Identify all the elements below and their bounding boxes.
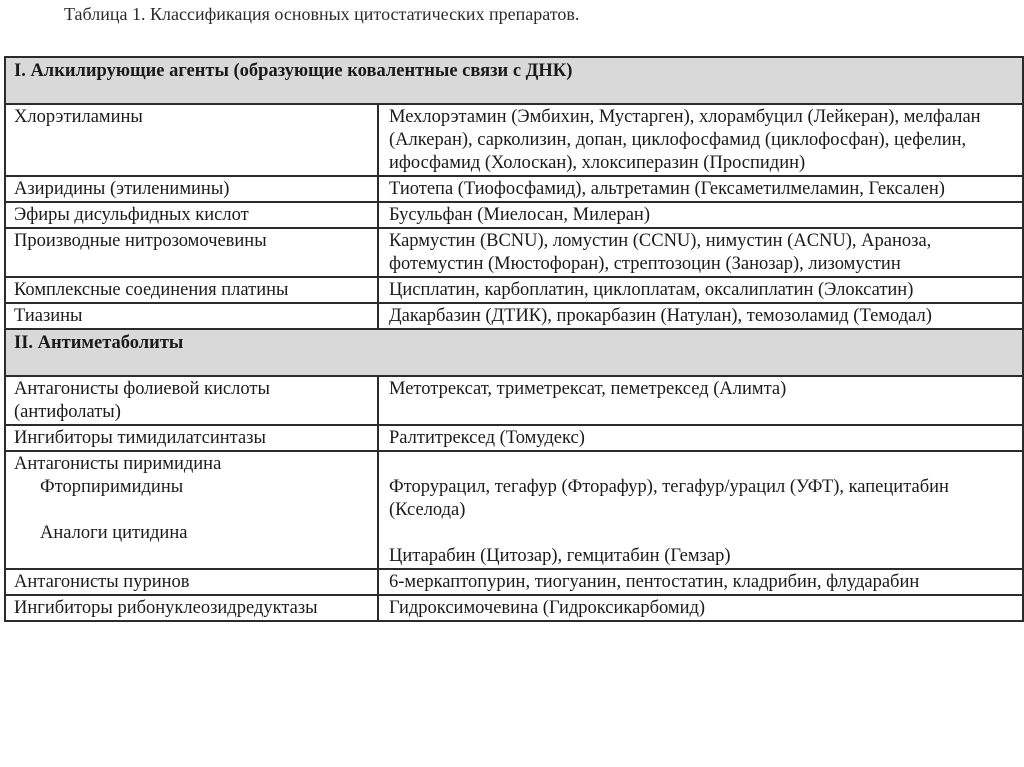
table-row xyxy=(5,425,1023,451)
drug-list-cell: Метотрексат, триметрексат, пеметрексед (Алимта) xyxy=(378,376,1023,425)
drug-list-cell xyxy=(378,451,1023,569)
drug-group-cell: Эфиры дисульфидных кислот xyxy=(5,202,378,228)
table-row xyxy=(5,202,1023,228)
drug-list-cell: Мехлорэтамин (Эмбихин, Мустарген), хлорамбуцил (Лейкеран), мелфалан (Алкеран), сарколизин, допан, циклофосфамид (циклофосфан), цефелин, ифосфамид (Холоскан), хлоксиперазин (Проспидин) xyxy=(378,104,1023,176)
drug-group-cell: Азиридины (этиленимины) xyxy=(5,176,378,202)
table-row xyxy=(5,277,1023,303)
table-row xyxy=(5,303,1023,329)
drug-group-cell: Ингибиторы рибонуклеозидредуктазы xyxy=(5,595,378,621)
cell-spacer xyxy=(389,453,1022,476)
drug-group-cell: Производные нитрозомочевины xyxy=(5,228,378,277)
cytostatics-table xyxy=(4,56,1024,622)
drug-list-cell: Дакарбазин (ДТИК), прокарбазин (Натулан), темозоламид (Темодал) xyxy=(378,303,1023,329)
drug-list-cell: 6-меркаптопурин, тиогуанин, пентостатин, кладрибин, флударабин xyxy=(378,569,1023,595)
drug-sublist: Цитарабин (Цитозар), гемцитабин (Гемзар) xyxy=(389,546,731,566)
drug-subgroup-label: Фторпиримидины xyxy=(40,477,184,497)
drug-list-cell: Кармустин (BCNU), ломустин (CCNU), нимустин (ACNU), Араноза, фотемустин (Мюстофоран), стрептозоцин (Занозар), лизомустин xyxy=(378,228,1023,277)
drug-group-cell: Комплексные соединения платины xyxy=(5,277,378,303)
drug-list-cell: Ралтитрексед (Томудекс) xyxy=(378,425,1023,451)
section-header-alkylating xyxy=(5,57,1023,104)
drug-group-cell xyxy=(5,451,378,569)
section-title: I. Алкилирующие агенты (образующие ковалентные связи с ДНК) xyxy=(5,57,1023,104)
drug-list-cell: Гидроксимочевина (Гидроксикарбомид) xyxy=(378,595,1023,621)
table-row xyxy=(5,104,1023,176)
table-row xyxy=(5,595,1023,621)
drug-list-cell: Бусульфан (Миелосан, Милеран) xyxy=(378,202,1023,228)
drug-group-cell: Хлорэтиламины xyxy=(5,104,378,176)
cell-spacer xyxy=(389,522,1022,545)
drug-group-cell: Антагонисты пуринов xyxy=(5,569,378,595)
cell-spacer xyxy=(14,499,377,522)
table-row xyxy=(5,376,1023,425)
drug-subgroup-label: Аналоги цитидина xyxy=(40,523,188,543)
section-title: II. Антиметаболиты xyxy=(5,329,1023,376)
table-row xyxy=(5,228,1023,277)
table-row xyxy=(5,569,1023,595)
drug-list-cell: Цисплатин, карбоплатин, циклоплатам, оксалиплатин (Элоксатин) xyxy=(378,277,1023,303)
table-row xyxy=(5,451,1023,569)
table-caption: Таблица 1. Классификация основных цитостатических препаратов. xyxy=(64,4,580,24)
drug-group-cell: Тиазины xyxy=(5,303,378,329)
section-header-antimetabolites xyxy=(5,329,1023,376)
drug-list-cell: Тиотепа (Тиофосфамид), альтретамин (Гексаметилмеламин, Гексален) xyxy=(378,176,1023,202)
drug-sublist: Фторурацил, тегафур (Фторафур), тегафур/урацил (УФТ), капецитабин (Кселода) xyxy=(389,477,949,520)
table-row xyxy=(5,176,1023,202)
drug-group-cell: Ингибиторы тимидилатсинтазы xyxy=(5,425,378,451)
drug-group-label: Антагонисты пиримидина xyxy=(14,454,222,474)
drug-group-cell: Антагонисты фолиевой кислоты (антифолаты) xyxy=(5,376,378,425)
